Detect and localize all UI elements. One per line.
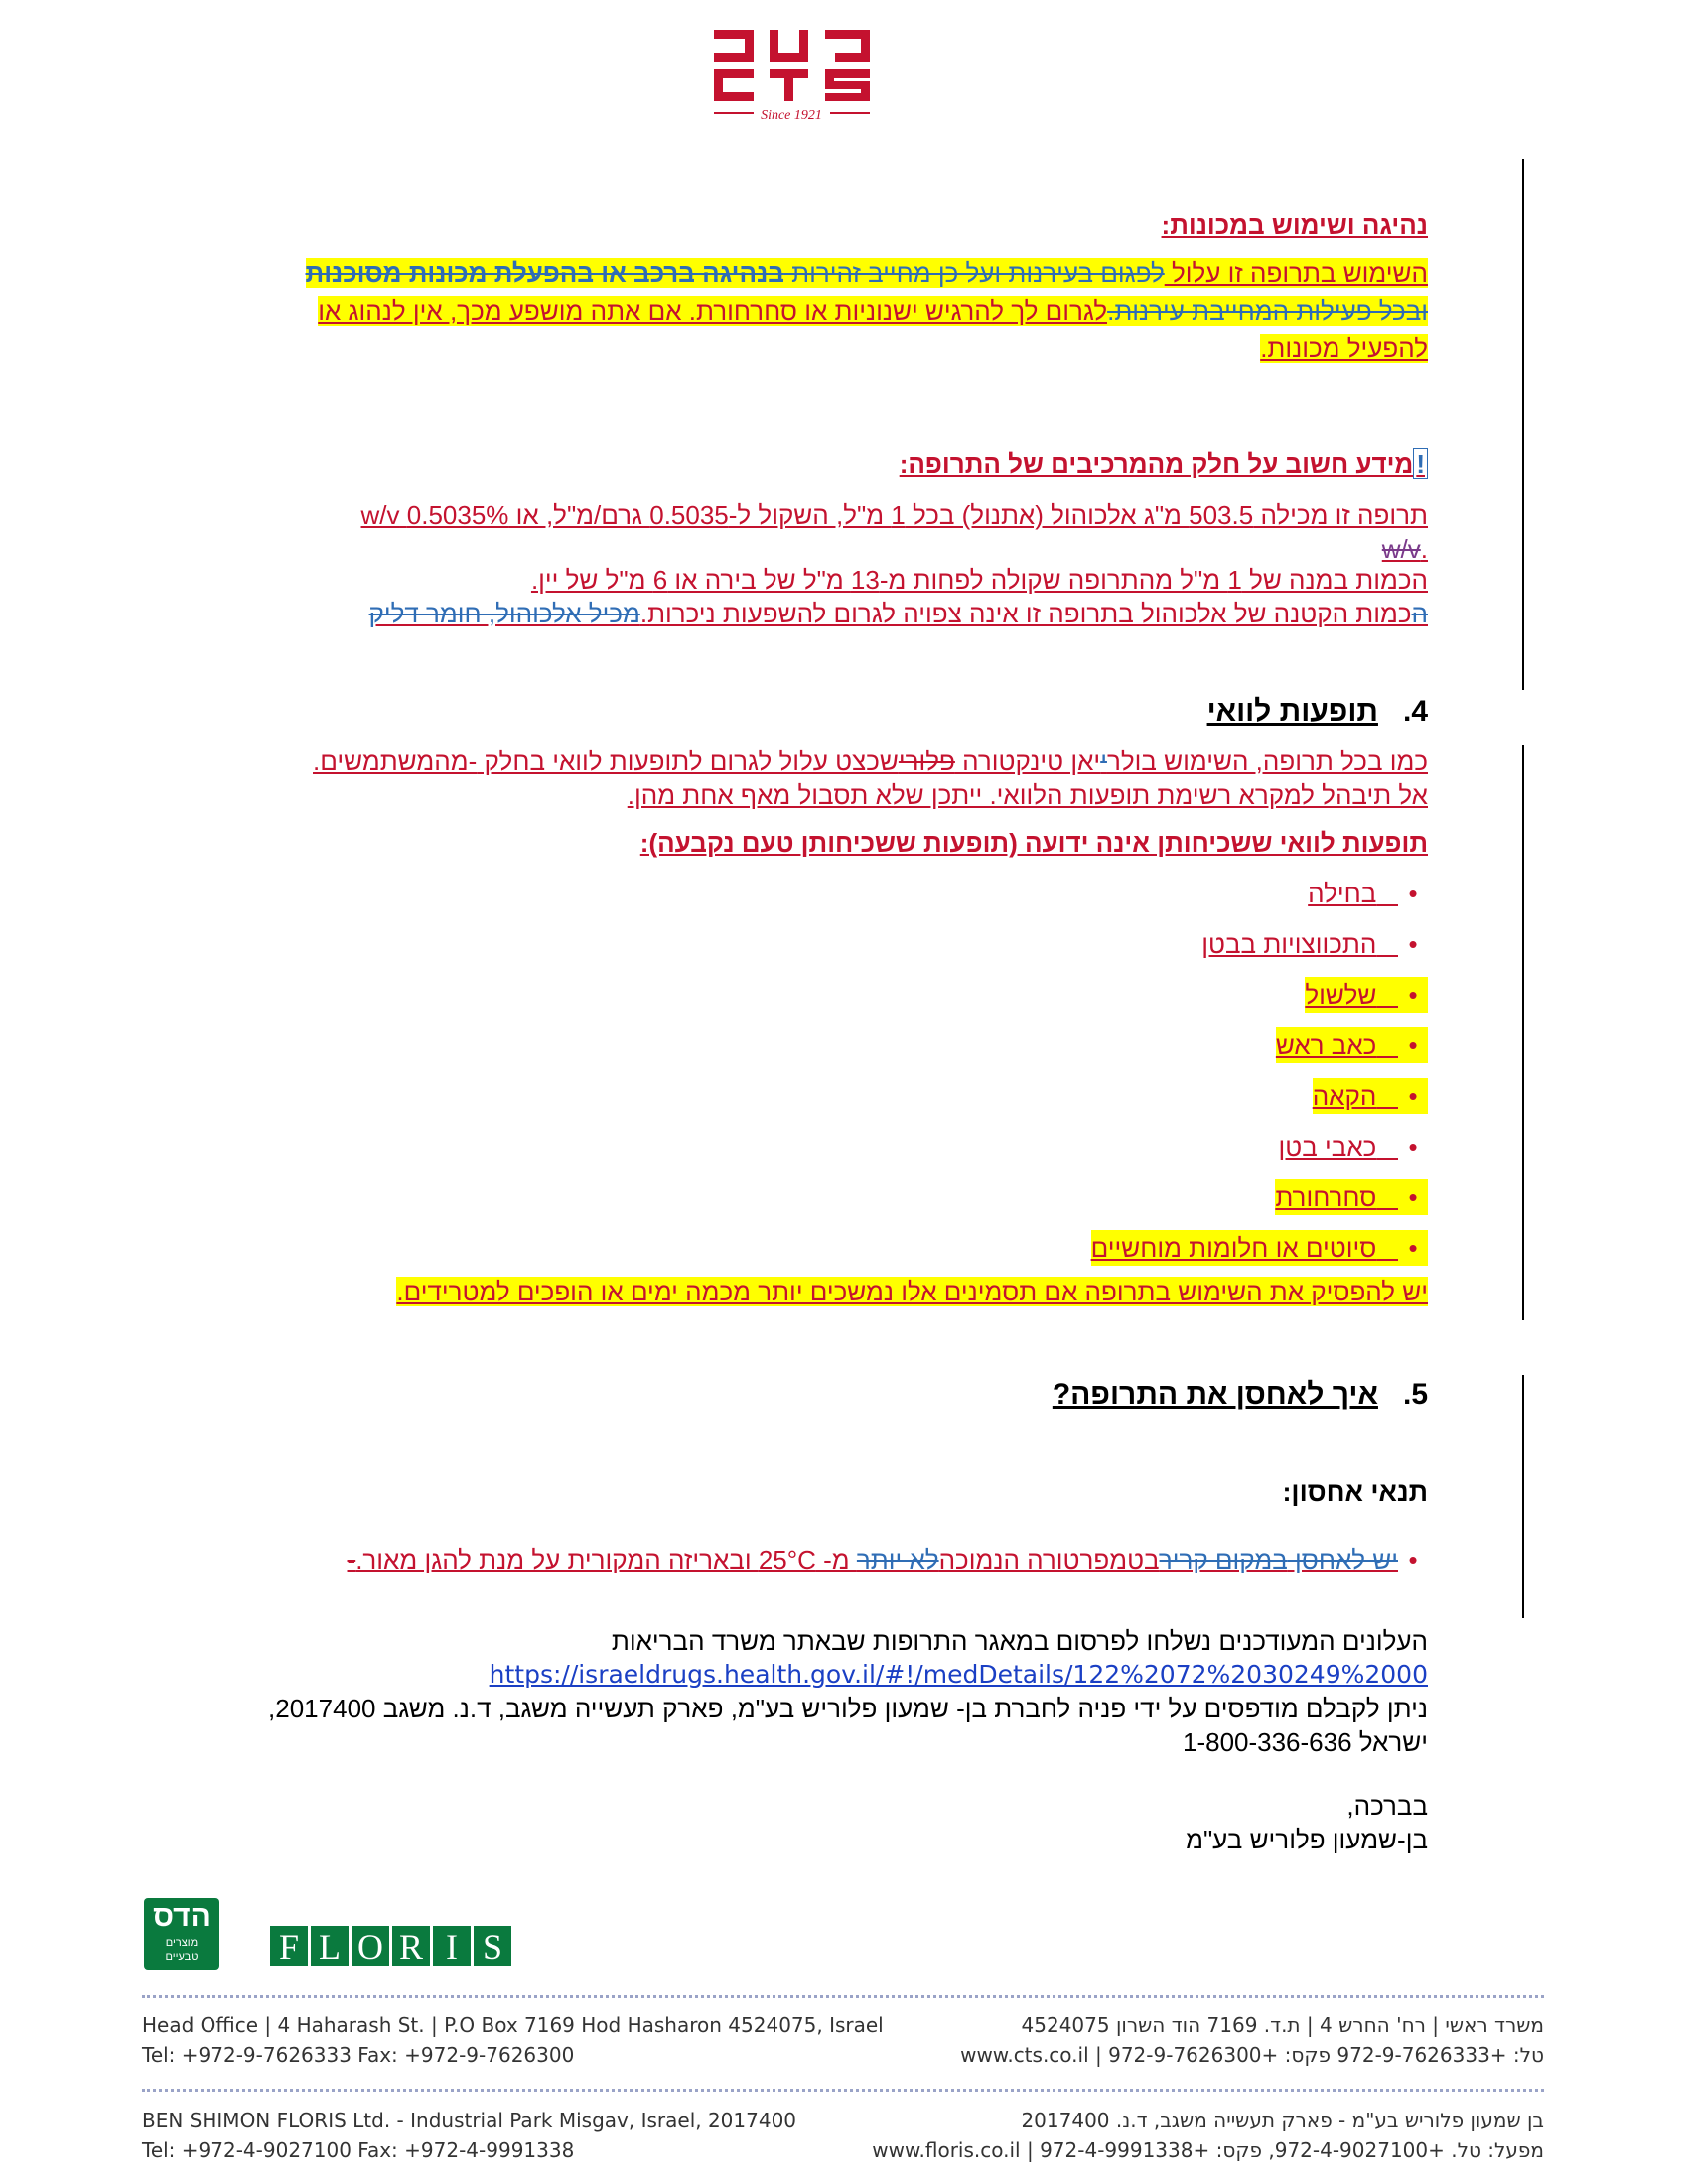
floris-logo <box>270 1926 511 1970</box>
intro-text: יאן טינקטורה <box>954 747 1101 776</box>
alcohol-line-4 <box>369 595 1428 632</box>
side-effect-label: בחילה <box>1308 879 1377 908</box>
intro-text: כמו בכל תרופה, השימוש בולר <box>1106 747 1428 776</box>
company-signature: בן-שמעון פלוריש בע"מ <box>1186 1825 1428 1854</box>
side-effect-label: סחרחורת <box>1275 1182 1377 1212</box>
section-5-number: 5. <box>1402 1378 1428 1411</box>
bullet-icon: • <box>1408 1132 1418 1161</box>
storage-title: תנאי אחסון: <box>1282 1477 1428 1507</box>
greeting: בברכה, <box>1346 1791 1428 1821</box>
deleted-text: יש לאחסן <box>1287 1545 1398 1574</box>
cts-logo <box>710 28 874 127</box>
section-5-heading <box>1053 1378 1428 1412</box>
hadas-logo-text: הדס <box>153 1900 211 1933</box>
stop-line <box>396 1273 1428 1310</box>
driving-line-2 <box>318 292 1428 330</box>
floris-logo-letter: R <box>392 1926 430 1966</box>
side-effect-label: הקאה <box>1312 1081 1377 1111</box>
deleted-text: ובכל פעילות המחייבת עירנות. <box>1107 296 1428 326</box>
hadas-logo-sub: מוצרים טבעיים <box>165 1937 199 1963</box>
side-effect-item <box>1276 1027 1428 1063</box>
footer-factory-tel-he: מפעל: טל. +972-4-9027100, פקס: +972-4-9991338 | www.floris.co.il <box>872 2138 1544 2162</box>
bullet-icon: • <box>1408 1030 1418 1060</box>
side-effect-label: התכווצויות בבטן <box>1201 929 1377 959</box>
side-effect-item <box>1201 926 1428 962</box>
alcohol-line-2-end: . <box>1420 534 1428 564</box>
deleted-text: פלורי <box>898 747 955 776</box>
closing-line-3: ניתן לקבלם מודפסים על ידי פניה לחברת בן- שמעון פלוריש בע"מ, פארק תעשייה משגב, ד.נ. משגב 2017400, <box>268 1694 1428 1723</box>
deleted-text: לפגום בעירנות ועל כן מחייב זהירות <box>783 258 1165 288</box>
floris-logo-letter: S <box>474 1926 511 1966</box>
side-effect-item <box>1308 876 1428 911</box>
side-effects-intro-1 <box>313 743 1428 780</box>
ministry-link[interactable]: https://israeldrugs.health.gov.il/#!/medDetails/122%2072%2030249%2000 <box>489 1660 1428 1689</box>
floris-logo-letter: L <box>311 1926 349 1966</box>
footer-divider <box>142 1995 1544 1998</box>
intro-text: שכצט עלול לגרום לתופעות לוואי בחלק <box>477 747 899 776</box>
cts-logo-mark <box>710 28 874 127</box>
footer-divider <box>142 2089 1544 2092</box>
important-title <box>900 445 1428 482</box>
side-effects-intro-2: אל תיבהל למקרא רשימת תופעות הלוואי. ייתכן שלא תסבול מאף אחת מהן. <box>627 780 1428 810</box>
side-effect-item <box>1313 1078 1428 1114</box>
side-effect-item <box>1305 977 1428 1013</box>
storage-line <box>348 1541 1428 1578</box>
driving-line-1 <box>306 254 1428 292</box>
revision-bar <box>1522 745 1524 1320</box>
closing-line-4: ישראל 1-800-336-636 <box>1182 1727 1428 1757</box>
revision-bar <box>1522 1375 1524 1618</box>
footer-head-office-tel-en: Tel: +972-9-7626333 Fax: +972-9-7626300 <box>142 2043 575 2067</box>
bullet-icon: • <box>1408 1081 1418 1111</box>
bullet-icon: • <box>1408 1233 1418 1263</box>
footer-factory-en: BEN SHIMON FLORIS Ltd. - Industrial Park Misgav, Israel, 2017400 <box>142 2109 797 2132</box>
deleted-text: - <box>347 1545 356 1574</box>
section-4-number: 4. <box>1402 695 1428 728</box>
side-effect-label: כאב ראש <box>1275 1030 1377 1060</box>
alcohol-line-3: הכמות במנה של 1 מ"ל מהתרופה שקולה לפחות מ-13 מ"ל של בירה או 6 מ"ל של יין. <box>530 565 1428 595</box>
driving-text: לגרום לך להרגיש ישנוניות או סחרחורת. אם אתה מושפע מכך, אין לנהוג או <box>318 296 1108 326</box>
important-title-text: מידע חשוב על חלק מהמרכיבים של התרופה: <box>899 449 1414 478</box>
floris-logo-letter: I <box>433 1926 471 1966</box>
floris-logo-letter: F <box>270 1926 308 1966</box>
side-effect-item <box>1091 1230 1428 1266</box>
deleted-text: לא יותר <box>856 1545 939 1574</box>
side-effect-item <box>1275 1179 1428 1215</box>
section-4-title: תופעות לוואי <box>1206 695 1378 728</box>
deleted-text: מכיל אלכוהול, חומר דליק <box>368 599 640 628</box>
svg-text:Since 1921: Since 1921 <box>761 108 822 123</box>
footer-factory-he: בן שמעון פלוריש בע"מ - פארק תעשייה משגב, ד.נ. 2017400 <box>1021 2109 1544 2132</box>
deleted-text: בנהיגה ברכב או בהפעלת מכונות מסוכנות <box>305 258 784 288</box>
alcohol-text: כמות הקטנה של אלכוהול בתרופה זו אינה צפויה לגרום להשפעות ניכרות. <box>639 599 1412 628</box>
bullet-icon: • <box>1408 1182 1418 1212</box>
footer-factory-tel-en: Tel: +972-4-9027100 Fax: +972-4-9991338 <box>142 2138 575 2162</box>
storage-text: מ- 25°C ובאריזה המקורית על מנת להגן מאור. <box>355 1545 857 1574</box>
revision-bar <box>1522 159 1524 690</box>
bullet-icon: • <box>1408 1545 1418 1574</box>
side-effect-label: כאבי בטן <box>1278 1132 1377 1161</box>
footer-head-office-tel-he: טל: +972-9-7626333 פקס: +972-9-7626300 | www.cts.co.il <box>960 2043 1544 2067</box>
section-5-title: איך לאחסן את התרופה? <box>1052 1378 1378 1411</box>
side-effect-label: סיוטים או חלומות מוחשיים <box>1090 1233 1377 1263</box>
section-4-heading <box>1207 695 1428 729</box>
footer-head-office-en: Head Office | 4 Haharash St. | P.O Box 7169 Hod Hasharon 4524075, Israel <box>142 2013 884 2037</box>
closing-line-1: העלונים המעודכנים נשלחו לפרסום במאגר התרופות שבאתר משרד הבריאות <box>611 1626 1428 1656</box>
deleted-text: w/v <box>1381 534 1421 564</box>
important-marker: ! <box>1413 448 1428 479</box>
footer-head-office-he: משרד ראשי | רח' החרש 4 | ת.ד. 7169 הוד השרון 4524075 <box>1021 2013 1544 2037</box>
bullet-icon: • <box>1408 929 1418 959</box>
driving-line-3 <box>1260 330 1428 367</box>
intro-text: -מהמשתמשים. <box>313 747 478 776</box>
deleted-text: במקום קריר <box>1159 1545 1288 1574</box>
hadas-logo <box>144 1898 219 1970</box>
deleted-text: י <box>1100 747 1107 776</box>
bullet-icon: • <box>1408 980 1418 1010</box>
floris-logo-letter: O <box>352 1926 389 1966</box>
driving-text: השימוש בתרופה זו עלול <box>1164 258 1428 288</box>
side-effect-item <box>1279 1129 1428 1164</box>
deleted-text: ה <box>1411 599 1428 628</box>
side-effects-subtitle: תופעות לוואי ששכיחותן אינה ידועה (תופעות ששכיחותן טעם נקבעה): <box>639 828 1428 858</box>
alcohol-line-1: תרופה זו מכילה 503.5 מ"ג אלכוהול (אתנול) בכל 1 מ"ל, השקול ל-0.5035 גרם/מ"ל, או 0.5035% w/v <box>360 500 1428 530</box>
driving-title: נהיגה ושימוש במכונות: <box>1161 210 1428 240</box>
stop-text: יש להפסיק את השימוש בתרופה אם תסמינים אלו נמשכים יותר מכמה ימים או הופכים למטרידים. <box>396 1277 1428 1306</box>
driving-text: להפעיל מכונות. <box>1260 334 1428 363</box>
side-effect-label: שלשול <box>1305 980 1377 1010</box>
storage-text: בטמפרטורה הנמוכה <box>938 1545 1160 1574</box>
bullet-icon: • <box>1408 879 1418 908</box>
